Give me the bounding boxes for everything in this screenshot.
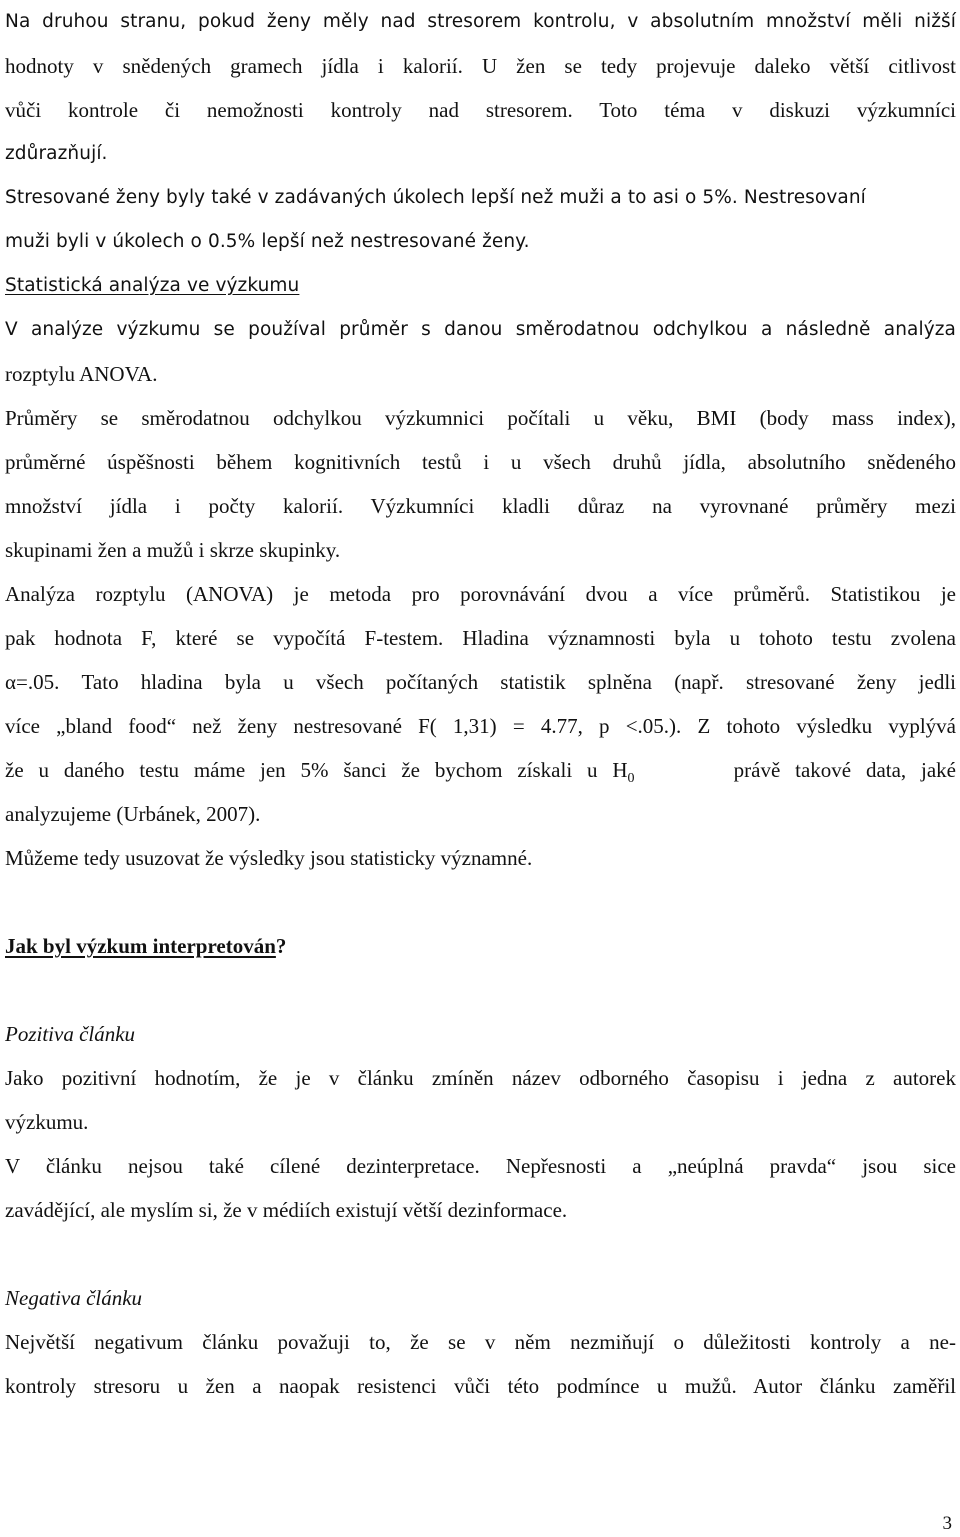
page-number: 3 (942, 1513, 952, 1534)
text-line-part: že u daného testu máme jen 5% šanci že bychom získali u H (5, 758, 628, 782)
text-line: V analýze výzkumu se používal průměr s danou směrodatnou odchylkou a následně analýza (5, 319, 956, 340)
text-line: více „bland food“ než ženy nestresované F( 1,31) = 4.77, p <.05.). Z tohoto výsledku vyplývá (5, 714, 956, 738)
text-line: hodnoty v snědených gramech jídla i kalorií. U žen se tedy projevuje daleko větší citlivost (5, 54, 956, 78)
subscript-zero: 0 (627, 771, 635, 787)
text-line: výzkumu. (5, 1110, 89, 1134)
text-line: muži byli v úkolech o 0.5% lepší než nestresované ženy. (5, 231, 530, 252)
text-line: Na druhou stranu, pokud ženy měly nad stresorem kontrolu, v absolutním množství měli nižší (5, 11, 956, 32)
text-line: α=.05. Tato hladina byla u všech počítaných statistik splněna (např. stresované ženy jedli (5, 670, 956, 694)
text-line: Analýza rozptylu (ANOVA) je metoda pro porovnávání dvou a více průměrů. Statistikou je (5, 582, 956, 606)
text-line: rozptylu ANOVA. (5, 362, 158, 386)
heading-question-mark: ? (275, 934, 287, 958)
text-line: vůči kontrole či nemožnosti kontroly nad stresorem. Toto téma v diskuzi výzkumníci (5, 98, 956, 122)
text-line: Jako pozitivní hodnotím, že je v článku zmíněn název odborného časopisu i jedna z autorek (5, 1066, 956, 1090)
text-line: analyzujeme (Urbánek, 2007). (5, 802, 261, 826)
spacer (5, 1232, 956, 1276)
paragraph-negatives (5, 1320, 956, 1408)
text-line: zdůrazňují. (5, 143, 108, 164)
paragraph-anova (5, 572, 956, 836)
text-line: zavádějící, ale myslím si, že v médiích existují větší dezinformace. (5, 1198, 568, 1222)
text-line: průměrné úspěšnosti během kognitivních testů i u všech druhů jídla, absolutního snědeného (5, 450, 956, 474)
text-line (5, 748, 956, 792)
paragraph-conclusion: Můžeme tedy usuzovat že výsledky jsou statisticky významné. (5, 846, 533, 870)
paragraph-task-performance (5, 176, 956, 264)
paragraph-positives-1 (5, 1056, 956, 1144)
text-line-part: Stresované ženy byly také v zadávaných úkolech lepší než muži a to asi o 5%. Nestresovaní (5, 187, 866, 208)
subheading-positives: Pozitiva článku (5, 1022, 136, 1046)
text-line-part: právě takové data, jaké (718, 758, 956, 782)
section-heading-statistics: Statistická analýza ve výzkumu (5, 275, 300, 296)
paragraph-means (5, 396, 956, 572)
paragraph-analysis-method (5, 308, 956, 396)
text-line: Největší negativum článku považuji to, že se v něm nezmiňují o důležitosti kontroly a ne- (5, 1330, 956, 1354)
text-line: skupinami žen a mužů i skrze skupinky. (5, 538, 341, 562)
text-line: pak hodnota F, které se vypočítá F-testem. Hladina významnosti byla u tohoto testu zvolena (5, 626, 956, 650)
text-line (5, 176, 956, 220)
paragraph-positives-2 (5, 1144, 956, 1232)
text-line: množství jídla i počty kalorií. Výzkumníci kladli důraz na vyrovnané průměry mezi (5, 494, 956, 518)
text-line: V článku nejsou také cílené dezinterpretace. Nepřesnosti a „neúplná pravda“ jsou sice (5, 1154, 956, 1178)
subheading-negatives: Negativa článku (5, 1286, 143, 1310)
section-heading-interpretation (5, 924, 956, 968)
text-line: Průměry se směrodatnou odchylkou výzkumnici počítali u věku, BMI (body mass index), (5, 406, 956, 430)
document-page (5, 0, 956, 1408)
text-line: kontroly stresoru u žen a naopak resistenci vůči této podmínce u mužů. Autor článku zaměřil (5, 1374, 956, 1398)
text-line-part (5, 748, 635, 792)
spacer (5, 968, 956, 1012)
spacer (5, 880, 956, 924)
paragraph-control-effect (5, 0, 956, 176)
heading-text: Jak byl výzkum interpretován (5, 934, 276, 958)
